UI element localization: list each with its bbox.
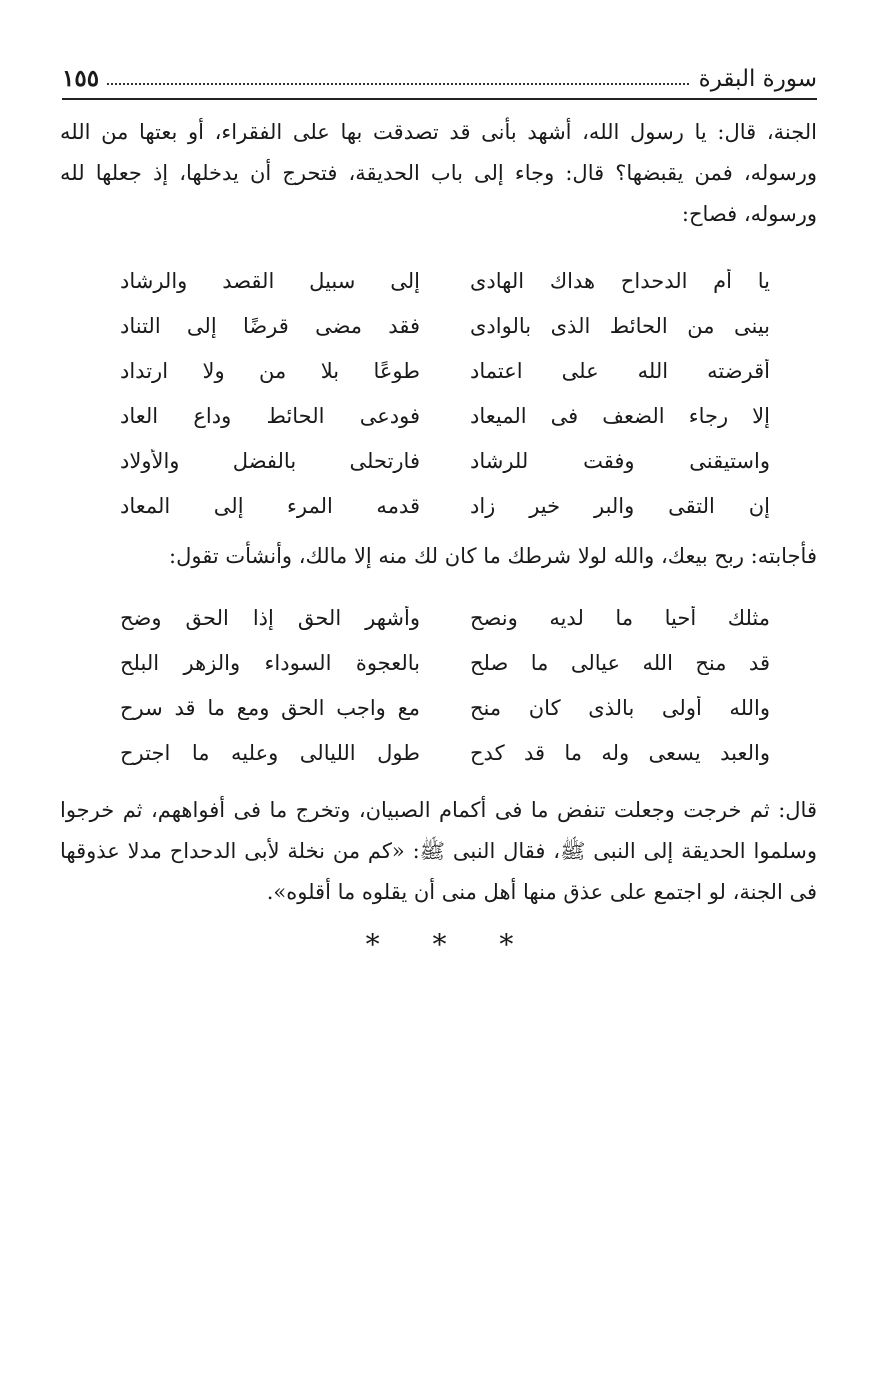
paragraph-conclusion: قال: ثم خرجت وجعلت تنفض ما فى أكمام الصبيان، وتخرج ما فى أفواههم، ثم خرجوا وسلموا الحديقة إلى النبى ﷺ، فقال النبى ﷺ: «كم من نخلة لأبى الدحداح مدلا عذوقها فى الجنة، لو اجتمع على عذق منها أهل منى أن يقلوه ما أقلوه». xyxy=(60,798,817,904)
poem-verse xyxy=(120,685,770,730)
verse-second-hemistich: مع واجب الحق ومع ما قد سرح xyxy=(120,695,420,720)
verse-second-hemistich: طوعًا بلا من ولا ارتداد xyxy=(120,358,420,383)
poem-verse xyxy=(120,348,770,393)
poem-verse xyxy=(120,438,770,483)
page-header xyxy=(62,58,817,92)
verse-first-hemistich: والله أولى بالذى كان منح xyxy=(470,695,770,720)
section-separator: * * * xyxy=(365,928,536,961)
verse-second-hemistich: فقد مضى قرضًا إلى التناد xyxy=(120,313,420,338)
verse-first-hemistich: قد منح الله عيالى ما صلح xyxy=(470,650,770,675)
verse-second-hemistich: فودعى الحائط وداع العاد xyxy=(120,403,420,428)
verse-second-hemistich: قدمه المرء إلى المعاد xyxy=(120,493,420,518)
verse-second-hemistich: إلى سبيل القصد والرشاد xyxy=(120,268,420,293)
poem-verse xyxy=(120,258,770,303)
verse-second-hemistich: وأشهر الحق إذا الحق وضح xyxy=(120,605,420,630)
surah-title: سورة البقرة xyxy=(698,66,817,92)
header-dot-leader xyxy=(107,82,689,85)
poem-verse xyxy=(120,730,770,775)
verse-second-hemistich: فارتحلى بالفضل والأولاد xyxy=(120,448,420,473)
paragraph-reply: فأجابته: ربح بيعك، والله لولا شرطك ما كان لك منه إلا مالك، وأنشأت تقول: xyxy=(169,544,817,568)
verse-first-hemistich: والعبد يسعى وله ما قد كدح xyxy=(470,740,770,765)
poem-umm-dahdah xyxy=(120,595,770,775)
verse-first-hemistich: إلا رجاء الضعف فى الميعاد xyxy=(470,403,770,428)
verse-second-hemistich: طول الليالى وعليه ما اجترح xyxy=(120,740,420,765)
verse-first-hemistich: يا أم الدحداح هداك الهادى xyxy=(470,268,770,293)
header-rule xyxy=(62,98,817,100)
verse-first-hemistich: إن التقى والبر خير زاد xyxy=(470,493,770,518)
poem-verse xyxy=(120,640,770,685)
paragraph-intro: الجنة، قال: يا رسول الله، أشهد بأنى قد تصدقت بها على الفقراء، أو بعتها من الله ورسوله، فمن يقبضها؟ قال: وجاء إلى باب الحديقة، فتحرج أن يدخلها، إذ جعلها لله ورسوله، فصاح: xyxy=(60,120,817,226)
poem-verse xyxy=(120,595,770,640)
poem-verse xyxy=(120,483,770,528)
verse-first-hemistich: أقرضته الله على اعتماد xyxy=(470,358,770,383)
page-number: ١٥٥ xyxy=(62,65,100,92)
poem-verse xyxy=(120,393,770,438)
poem-verse xyxy=(120,303,770,348)
verse-second-hemistich: بالعجوة السوداء والزهر البلح xyxy=(120,650,420,675)
verse-first-hemistich: واستيقنى وفقت للرشاد xyxy=(470,448,770,473)
verse-first-hemistich: مثلك أحيا ما لديه ونصح xyxy=(470,605,770,630)
verse-first-hemistich: بينى من الحائط الذى بالوادى xyxy=(470,313,770,338)
poem-abu-dahdah xyxy=(120,258,770,528)
